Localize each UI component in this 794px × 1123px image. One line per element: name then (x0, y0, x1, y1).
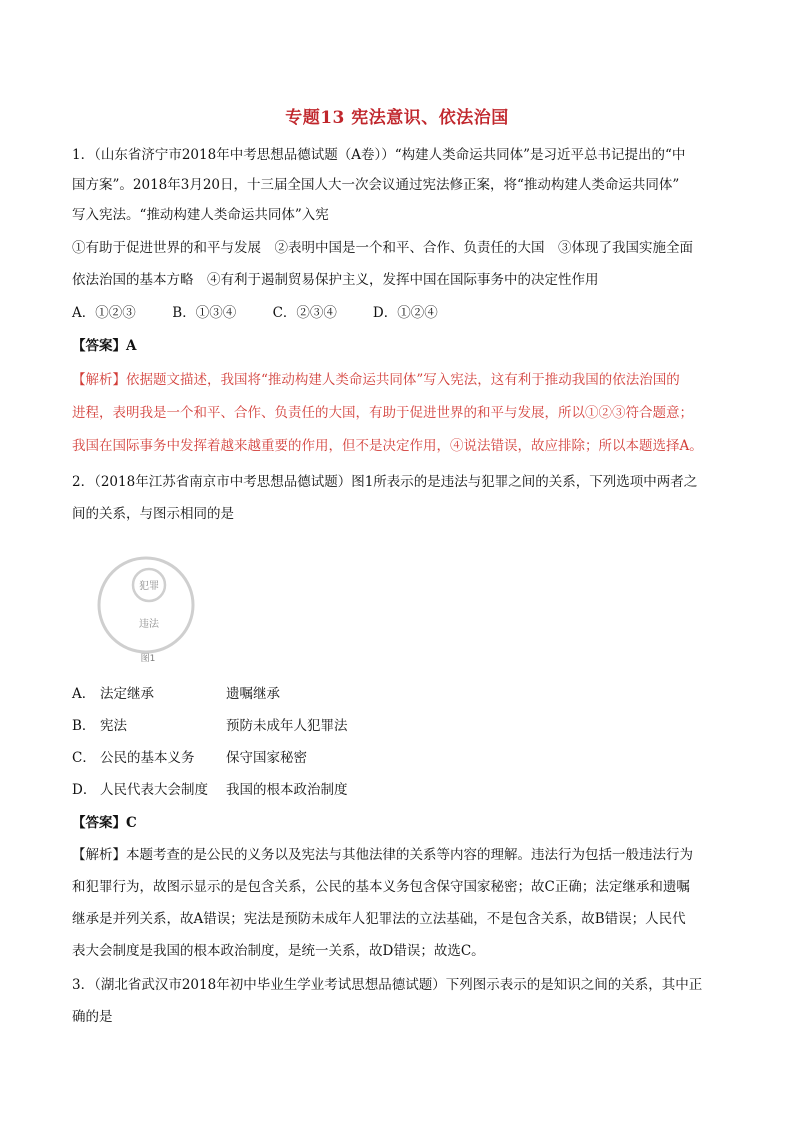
outer-circle (99, 558, 193, 652)
q1-option-d: D．①②④ (372, 305, 438, 321)
q1-option-a: A．①②③ (72, 305, 136, 321)
q2-analysis-line: 和犯罪行为，故图示显示的是包含关系，公民的基本义务包含保守国家秘密；故C正确；法定继承和遗嘱 (72, 879, 690, 895)
choice-term-a: 人民代表大会制度 (100, 782, 208, 798)
q3-stem-line: 3．（湖北省武汉市2018年初中毕业生学业考试思想品德试题）下列图示表示的是知识之间的关系，其中正 (72, 977, 703, 993)
q2-stem-line: 2．（2018年江苏省南京市中考思想品德试题）图1所表示的是违法与犯罪之间的关系，下列选项中两者之 (72, 474, 698, 490)
q2-choice-a (72, 684, 280, 704)
choice-label: C． (72, 750, 96, 766)
q1-statement-line: ①有助于促进世界的和平与发展 ②表明中国是一个和平、合作、负责任的大国 ③体现了我国实施全面 (72, 240, 693, 256)
q2-choice-c (72, 748, 307, 768)
q1-option-c: C．②③④ (272, 305, 337, 321)
choice-label: D． (72, 782, 97, 798)
q1-options (72, 303, 438, 323)
q1-analysis-line: 【解析】依据题文描述，我国将“推动构建人类命运共同体”写入宪法，这有利于推动我国的依法治国的 (72, 372, 680, 388)
q3-stem-line: 确的是 (72, 1009, 113, 1025)
q1-analysis-line: 我国在国际事务中发挥着越来越重要的作用，但不是决定作用，④说法错误，故应排除；所以本题选择A。 (72, 438, 703, 454)
page-title: 专题13 宪法意识、依法治国 (285, 108, 509, 128)
choice-label: A． (72, 686, 96, 702)
choice-label: B． (72, 718, 96, 734)
q1-stem-line: 1．（山东省济宁市2018年中考思想品德试题（A卷））“构建人类命运共同体”是习近平总书记提出的“中 (72, 147, 686, 163)
choice-term-b: 我国的根本政治制度 (226, 782, 348, 798)
choice-term-b: 保守国家秘密 (226, 750, 307, 766)
q2-analysis-line: 【解析】本题考查的是公民的义务以及宪法与其他法律的关系等内容的理解。违法行为包括一般违法行为 (72, 847, 693, 863)
q2-figure-svg (96, 555, 196, 665)
q1-answer: 【答案】A (72, 338, 137, 354)
q1-stem-line: 写入宪法。“推动构建人类命运共同体”入宪 (72, 207, 329, 223)
q1-stem-line: 国方案”。2018年3月20日，十三届全国人大一次会议通过宪法修正案，将“推动构建人类命运共同体” (72, 177, 680, 193)
choice-term-b: 遗嘱继承 (226, 686, 280, 702)
choice-term-a: 公民的基本义务 (100, 750, 195, 766)
q2-analysis-line: 继承是并列关系，故A错误；宪法是预防未成年人犯罪法的立法基础，不是包含关系，故B错误；人民代 (72, 911, 686, 927)
q2-answer: 【答案】C (72, 815, 137, 831)
inner-label: 犯罪 (139, 581, 159, 592)
q2-figure (96, 555, 196, 665)
choice-term-b: 预防未成年人犯罪法 (226, 718, 348, 734)
choice-term-a: 法定继承 (100, 686, 154, 702)
q1-statement-line: 依法治国的基本方略 ④有利于遏制贸易保护主义，发挥中国在国际事务中的决定性作用 (72, 272, 599, 288)
q1-option-b: B．①③④ (172, 305, 237, 321)
outer-label: 违法 (139, 619, 159, 630)
q2-choice-d (72, 780, 348, 800)
q1-analysis-line: 进程，表明我是一个和平、合作、负责任的大国，有助于促进世界的和平与发展，所以①②③符合题意； (72, 405, 693, 421)
figure-caption: 图1 (140, 654, 156, 664)
q2-analysis-line: 表大会制度是我国的根本政治制度，是统一关系，故D错误；故选C。 (72, 943, 485, 959)
choice-term-a: 宪法 (100, 718, 127, 734)
q2-choice-b (72, 716, 348, 736)
q2-stem-line: 间的关系，与图示相同的是 (72, 506, 234, 522)
